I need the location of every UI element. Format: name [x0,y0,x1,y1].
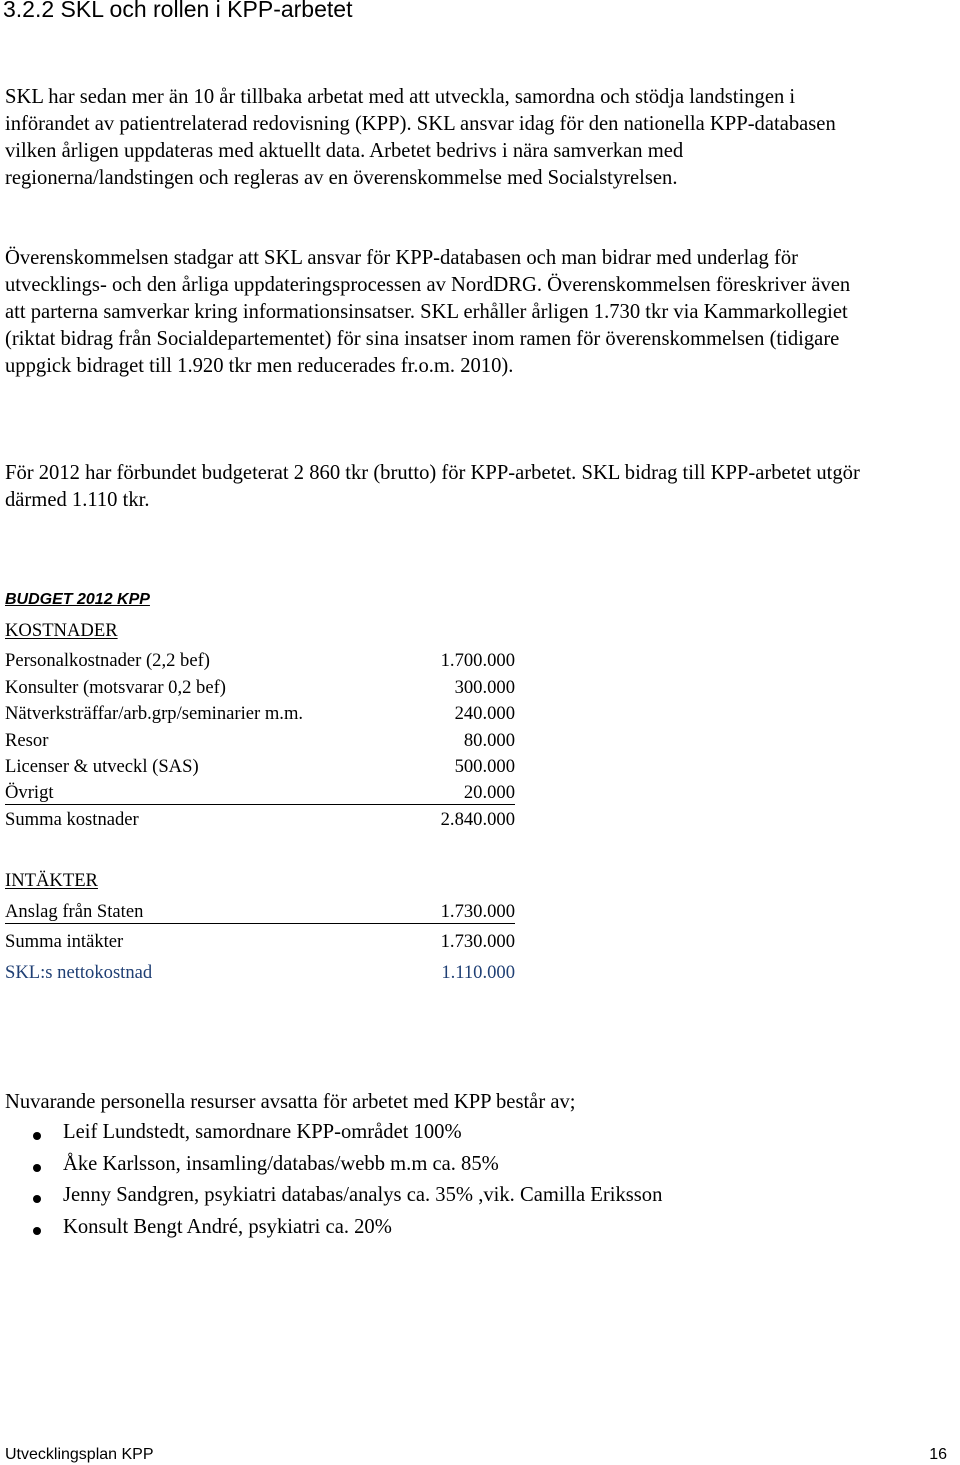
paragraph-budget-2012 [5,460,860,514]
cost-label: Resor [5,730,49,751]
page-number: 16 [929,1446,947,1463]
list-item-text: Leif Lundstedt, samordnare KPP-området 100% [63,1121,462,1143]
paragraph-agreement [5,245,850,380]
bullet-icon [33,1132,41,1140]
income-total-label: Summa intäkter [5,931,124,952]
budget-title: BUDGET 2012 KPP [5,591,150,608]
paragraph-line: SKL har sedan mer än 10 år tillbaka arbetat med att utveckla, samordna och stödja landstingen i [5,86,796,108]
net-cost-label: SKL:s nettokostnad [5,962,153,983]
income-total-value: 1.730.000 [440,931,515,952]
list-item-text: Åke Karlsson, insamling/databas/webb m.m ca. 85% [63,1153,499,1175]
bullet-icon [33,1227,41,1235]
paragraph-line: att parterna samverkar kring informationsinsatser. SKL erhåller årligen 1.730 tkr via Kammarkollegiet [5,301,848,323]
net-cost-value: 1.110.000 [441,962,515,983]
cost-value: 20.000 [463,782,515,803]
paragraph-line: införandet av patientrelaterad redovisning (KPP). SKL ansvar idag för den nationella KPP-databasen [5,113,836,135]
cost-value: 500.000 [454,756,515,777]
cost-label: Övrigt [5,782,54,803]
cost-total-value: 2.840.000 [440,809,515,830]
cost-row [5,756,515,778]
cost-label: Personalkostnader (2,2 bef) [5,650,210,671]
cost-row [5,677,515,699]
cost-row [5,650,515,672]
cost-value: 240.000 [454,703,515,724]
cost-row [5,730,515,752]
cost-label: Konsulter (motsvarar 0,2 bef) [5,677,226,698]
list-item-text: Jenny Sandgren, psykiatri databas/analys ca. 35% ,vik. Camilla Eriksson [63,1184,663,1206]
paragraph-line: vilken årligen uppdateras med aktuellt data. Arbetet bedrivs i nära samverkan med [5,140,684,162]
income-heading: INTÄKTER [5,870,98,891]
paragraph-line: För 2012 har förbundet budgeterat 2 860 tkr (brutto) för KPP-arbetet. SKL bidrag till KPP-arbetet utgör [5,462,860,484]
cost-label: Nätverksträffar/arb.grp/seminarier m.m. [5,703,304,724]
cost-value: 1.700.000 [440,650,515,671]
net-cost-row [5,962,515,984]
paragraph-line: Överenskommelsen stadgar att SKL ansvar för KPP-databasen och man bidrar med underlag för [5,247,798,269]
list-item-text: Konsult Bengt André, psykiatri ca. 20% [63,1216,392,1238]
cost-value: 80.000 [463,730,515,751]
paragraph-skl-history [5,84,836,192]
resources-intro: Nuvarande personella resurser avsatta för arbetet med KPP består av; [5,1091,576,1113]
footer-title: Utvecklingsplan KPP [5,1446,154,1463]
cost-row [5,703,515,725]
income-row [5,901,515,924]
income-total-row [5,931,515,953]
section-heading: 3.2.2 SKL och rollen i KPP-arbetet [3,0,353,22]
bullet-icon [33,1164,41,1172]
income-label: Anslag från Staten [5,901,144,922]
paragraph-line: regionerna/landstingen och regleras av en överenskommelse med Socialstyrelsen. [5,167,678,189]
cost-total-label: Summa kostnader [5,809,139,830]
cost-value: 300.000 [454,677,515,698]
paragraph-line: uppgick bidraget till 1.920 tkr men reducerades fr.o.m. 2010). [5,355,514,377]
bullet-icon [33,1195,41,1203]
paragraph-line: därmed 1.110 tkr. [5,489,150,511]
cost-row-last [5,782,515,805]
paragraph-line: utvecklings- och den årliga uppdateringsprocessen av NordDRG. Överenskommelsen föreskriver även [5,274,851,296]
paragraph-line: (riktat bidrag från Socialdepartementet) för sina insatser inom ramen för överenskommelsen (tidigare [5,328,840,350]
cost-label: Licenser & utveckl (SAS) [5,756,199,777]
costs-heading: KOSTNADER [5,620,118,641]
income-value: 1.730.000 [440,901,515,922]
cost-total-row [5,809,515,831]
